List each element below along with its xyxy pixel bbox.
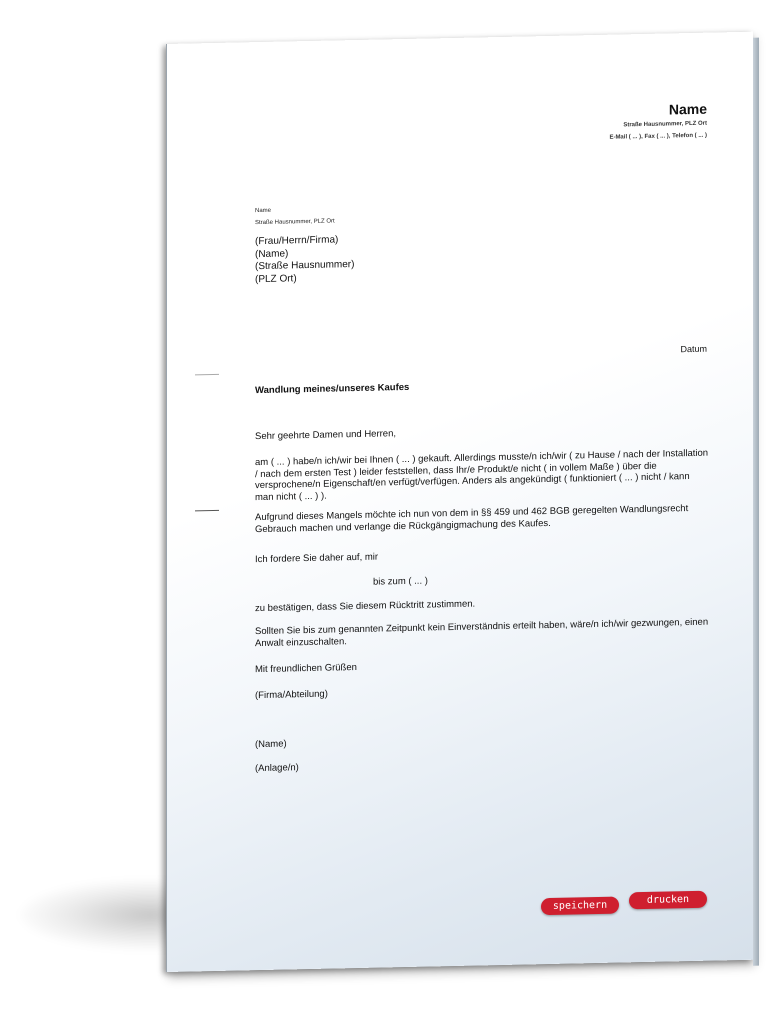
letterhead-name: Name <box>668 100 707 118</box>
recipient-line: (Frau/Herrn/Firma) <box>255 234 339 248</box>
return-address-line: Straße Hausnummer, PLZ Ort <box>255 218 335 227</box>
body-paragraph-2: Aufgrund dieses Mangels möchte ich nun von dem in §§ 459 und 462 BGB geregelten Wandlungsrecht Gebrauch machen und verlange die Rückgängigmachung des Kaufes. <box>255 503 689 535</box>
closing-line: Mit freundlichen Grüßen <box>255 662 357 676</box>
confirm-line: zu bestätigen, dass Sie diesem Rücktritt zustimmen. <box>255 598 476 615</box>
letter-page <box>166 32 753 972</box>
print-button[interactable]: drucken <box>629 891 707 910</box>
punch-mark <box>195 510 219 512</box>
deadline-line: bis zum ( ... ) <box>373 575 428 588</box>
recipient-line: (Straße Hausnummer) <box>255 259 355 273</box>
save-button[interactable]: speichern <box>541 897 619 916</box>
recipient-line: (Name) <box>255 247 289 260</box>
return-address-name: Name <box>255 207 272 215</box>
date-label: Datum <box>680 343 707 355</box>
company-line: (Firma/Abteilung) <box>255 688 328 702</box>
letterhead-address: Straße Hausnummer, PLZ Ort <box>623 120 707 129</box>
letterhead-contact: E-Mail ( ... ), Fax ( ... ), Telefon ( ... ) <box>609 132 707 141</box>
page-edge <box>753 38 759 966</box>
demand-line: Ich fordere Sie daher auf, mir <box>255 551 379 566</box>
recipient-block <box>255 234 354 286</box>
letter-subject: Wandlung meines/unseres Kaufes <box>255 381 410 397</box>
body-paragraph-3: Sollten Sie bis zum genannten Zeitpunkt kein Einverständnis erteilt haben, wäre/n ich/wir gezwungen, einen Anwalt einzuschalten. <box>255 616 709 649</box>
attachments-line: (Anlage/n) <box>255 762 299 775</box>
fold-mark <box>195 374 219 376</box>
recipient-line: (PLZ Ort) <box>255 272 297 285</box>
salutation: Sehr geehrte Damen und Herren, <box>255 428 396 443</box>
body-paragraph-1: am ( ... ) habe/n ich/wir bei Ihnen ( ... ) gekauft. Allerdings musste/n ich/wir ( zu Hause / nach der Installation / nach dem ersten Test ) leider feststellen, dass Ihr/e Produkt/e nicht ( in vollem Maße ) über die versprochene/n Eigenschaft/en verfügt/verfügen. Anders als angekündigt ( funktioniert ( ... ) nicht / kann man nicht ( ... ) ). <box>255 447 709 503</box>
signature-name: (Name) <box>255 738 287 751</box>
